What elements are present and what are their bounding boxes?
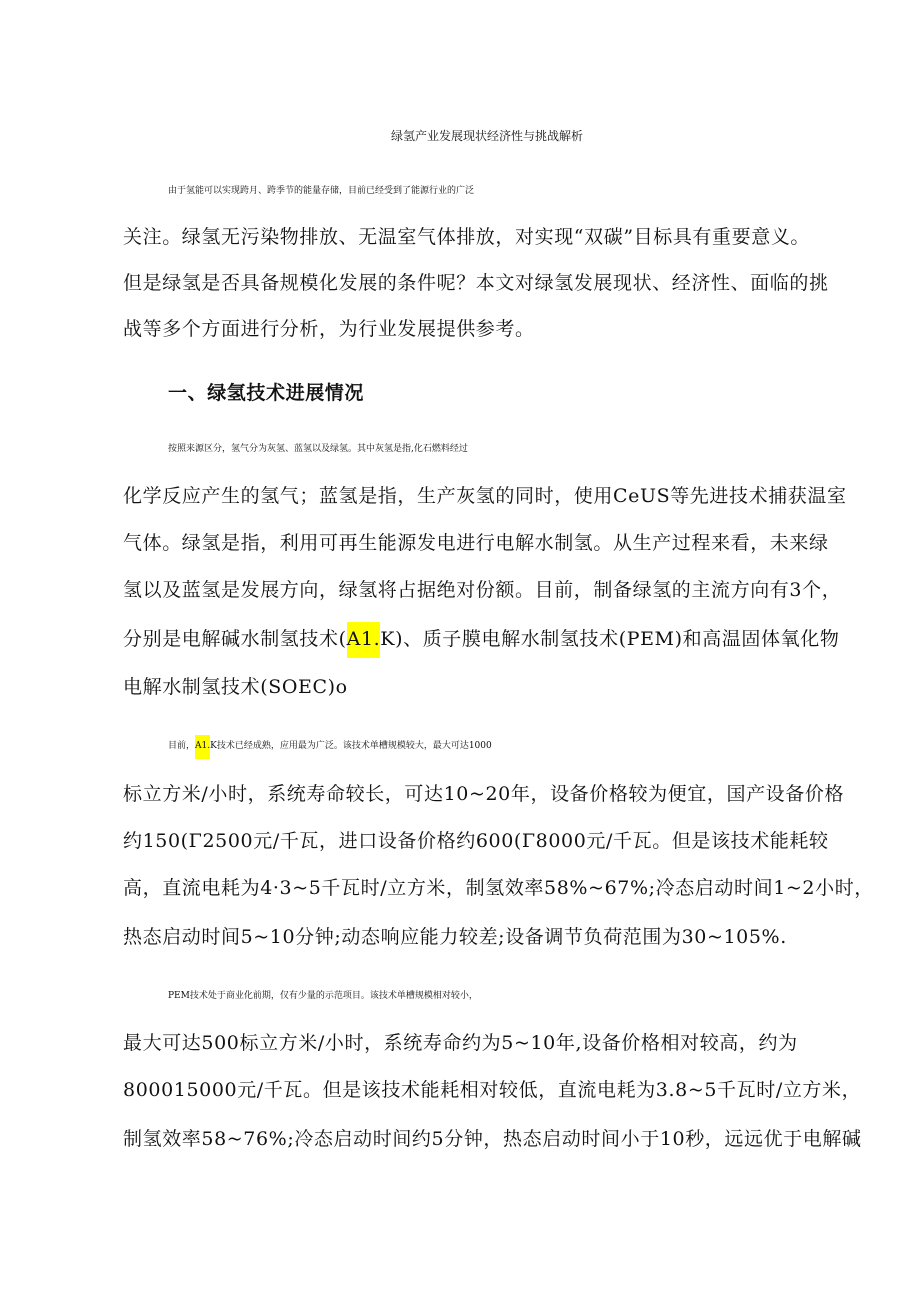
p2-line-2: 标立方米/小时，系统寿命较长，可达10~20年，设备价格较为便宜，国产设备价格 [123, 783, 845, 805]
intro-line-3: 但是绿氢是否具备规模化发展的条件呢？本文对绿氢发展现状、经济性、面临的挑 [123, 272, 829, 294]
p2-line-3: 约150(Γ2500元/千瓦，进口设备价格约600(Γ8000元/千瓦。但是该技术能耗较 [123, 830, 829, 852]
p2-line-4: 高，直流电耗为4·3~5千瓦时/立方米，制氢效率58%~67%;冷态启动时间1~2小时， [123, 877, 874, 899]
p1-line-3: 气体。绿氢是指，利用可再生能源发电进行电解水制氢。从生产过程来看，未来绿 [123, 532, 829, 554]
intro-line-4: 战等多个方面进行分析，为行业发展提供参考。 [123, 318, 535, 340]
p2-line-1 [168, 731, 908, 761]
document-title: 绿氢产业发展现状经济性与挑战解析 [390, 129, 583, 143]
p2-line-1-before: 目前， [168, 741, 196, 751]
p1-line-6: 电解水制氢技术(SOEC)o [123, 676, 348, 698]
section-heading: 一、绿氢技术进展情况 [168, 382, 365, 404]
p3-line-4: 制氢效率58~76%;冷态启动时间约5分钟，热态启动时间小于10秒，远远优于电解碱 [123, 1128, 862, 1150]
p1-line-5-before: 分别是电解碱水制氢技术( [123, 628, 347, 650]
highlighted-text: A1. [195, 735, 210, 759]
p3-line-1: PEM技术处于商业化前期，仅有少量的示范项目。该技术单槽规模相对较小， [168, 991, 478, 1001]
p1-line-5-after: K)、质子膜电解水制氢技术(PEM)和高温固体氧化物 [380, 628, 840, 650]
p1-line-4: 氢以及蓝氢是发展方向，绿氢将占据绝对份额。目前，制备绿氢的主流方向有3个， [123, 579, 842, 601]
p1-line-2: 化学反应产生的氢气；蓝氢是指，生产灰氢的同时，使用CeUS等先进技术捕获温室 [123, 485, 847, 507]
intro-line-1: 由于氢能可以实现跨月、跨季节的能量存储，目前已经受到了能源行业的广泛 [168, 186, 475, 196]
highlighted-text: A1. [347, 622, 381, 658]
p2-line-5: 热态启动时间5~10分钟;动态响应能力较差;设备调节负荷范围为30~105%. [123, 926, 787, 948]
p1-line-1: 按照来源区分，氢气分为灰氢、蓝氢以及绿氢。其中灰氢是指,化石燃料经过 [168, 444, 468, 454]
p2-line-1-after: K技术已经成熟，应用最为广泛。该技术单槽规模较大，最大可达1000 [210, 741, 492, 751]
intro-line-2: 关注。绿氢无污染物排放、无温室气体排放，对实现“双碳”目标具有重要意义。 [123, 226, 811, 248]
p3-line-3: 800015000元/千瓦。但是该技术能耗相对较低，直流电耗为3.8~5千瓦时/立方米， [123, 1079, 862, 1101]
p3-line-2: 最大可达500标立方米/小时，系统寿命约为5~10年,设备价格相对较高，约为 [123, 1032, 798, 1054]
p1-line-5 [123, 624, 863, 654]
